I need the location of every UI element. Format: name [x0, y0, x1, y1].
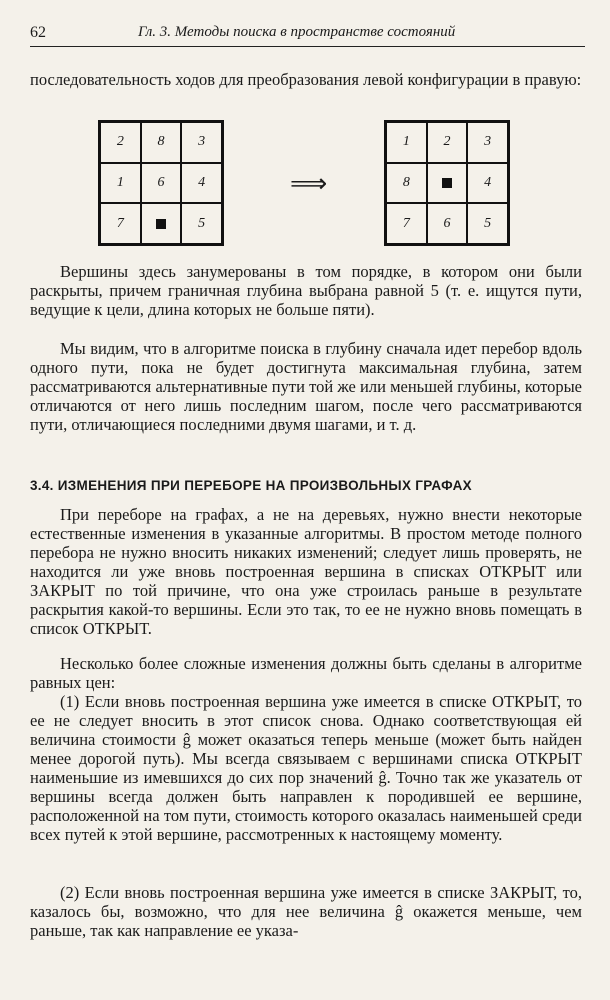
tile: 4: [181, 163, 222, 204]
paragraph-rule-1: (1) Если вновь построенная вершина уже имеется в списке ОТКРЫТ, то ее не следует вносить в этот список снова. Однако соответствующая ей величина стоимости ĝ может оказаться теперь меньше (может быть найден менее дорогой путь). Мы всегда связываем с вершинами списка ОТКРЫТ наименьшие из имевшихся до сих пор значений ĝ. Точно так же указатель от вершины всегда должен быть направлен к породившей ее вершине, расположенной на том пути, стоимость которого оказалась наименьшей среди всех путей к этой вершине, рассмотренных к настоящему моменту.: [30, 692, 582, 844]
black-square-icon: [442, 178, 452, 188]
tile: 5: [181, 203, 222, 244]
running-head: Гл. 3. Методы поиска в пространстве состояний: [138, 24, 456, 40]
double-arrow-icon: ⟹: [290, 169, 328, 199]
tile: 1: [386, 122, 427, 163]
paragraph-numbering: Вершины здесь занумерованы в том порядке, в котором они были раскрыты, причем граничная глубина выбрана равной 5 (т. е. ищутся пути, ведущие к цели, длина которых не больше пяти).: [30, 262, 582, 319]
tile: 3: [467, 122, 508, 163]
tile-blank: [427, 163, 468, 204]
black-square-icon: [156, 219, 166, 229]
tile: 4: [467, 163, 508, 204]
tile: 1: [100, 163, 141, 204]
tile: 2: [427, 122, 468, 163]
tile: 3: [181, 122, 222, 163]
page-header: [30, 20, 585, 47]
section-heading: 3.4. ИЗМЕНЕНИЯ ПРИ ПЕРЕБОРЕ НА ПРОИЗВОЛЬНЫХ ГРАФАХ: [30, 478, 472, 493]
paragraph-uniform-cost: Несколько более сложные изменения должны быть сделаны в алгоритме равных цен:: [30, 654, 582, 692]
tile: 6: [427, 203, 468, 244]
tile-blank: [141, 203, 182, 244]
puzzle-goal-configuration: [384, 120, 510, 246]
paragraph-depth-search: Мы видим, что в алгоритме поиска в глубину сначала идет перебор вдоль одного пути, пока не будет достигнута максимальная глубина, затем рассматриваются альтернативные пути той же или меньшей глубины, которые отличаются от него лишь последним шагом, после чего рассматриваются пути, отличающиеся последними двумя шагами, и т. д.: [30, 339, 582, 434]
tile: 6: [141, 163, 182, 204]
tile: 7: [386, 203, 427, 244]
paragraph-rule-2: (2) Если вновь построенная вершина уже имеется в списке ЗАКРЫТ, то, казалось бы, возможно, что для нее величина ĝ окажется меньше, чем раньше, так как направление ее указа-: [30, 883, 582, 940]
tile: 7: [100, 203, 141, 244]
paragraph-intro: последовательность ходов для преобразования левой конфигурации в правую:: [30, 70, 582, 89]
paragraph-graph-search: При переборе на графах, а не на деревьях, нужно внести некоторые естественные изменения в указанные алгоритмы. В простом методе полного перебора не нужно вносить никаких изменений; следует лишь проверять, не находится ли уже вновь построенная вершина в списках ОТКРЫТ или ЗАКРЫТ по той причине, что она уже строилась раньше в результате раскрытия какой-то вершины. Если это так, то ее не нужно вновь помещать в список ОТКРЫТ.: [30, 505, 582, 638]
tile: 8: [141, 122, 182, 163]
tile: 8: [386, 163, 427, 204]
tile: 5: [467, 203, 508, 244]
puzzle-start-configuration: [98, 120, 224, 246]
tile: 2: [100, 122, 141, 163]
page-number: 62: [30, 24, 46, 41]
